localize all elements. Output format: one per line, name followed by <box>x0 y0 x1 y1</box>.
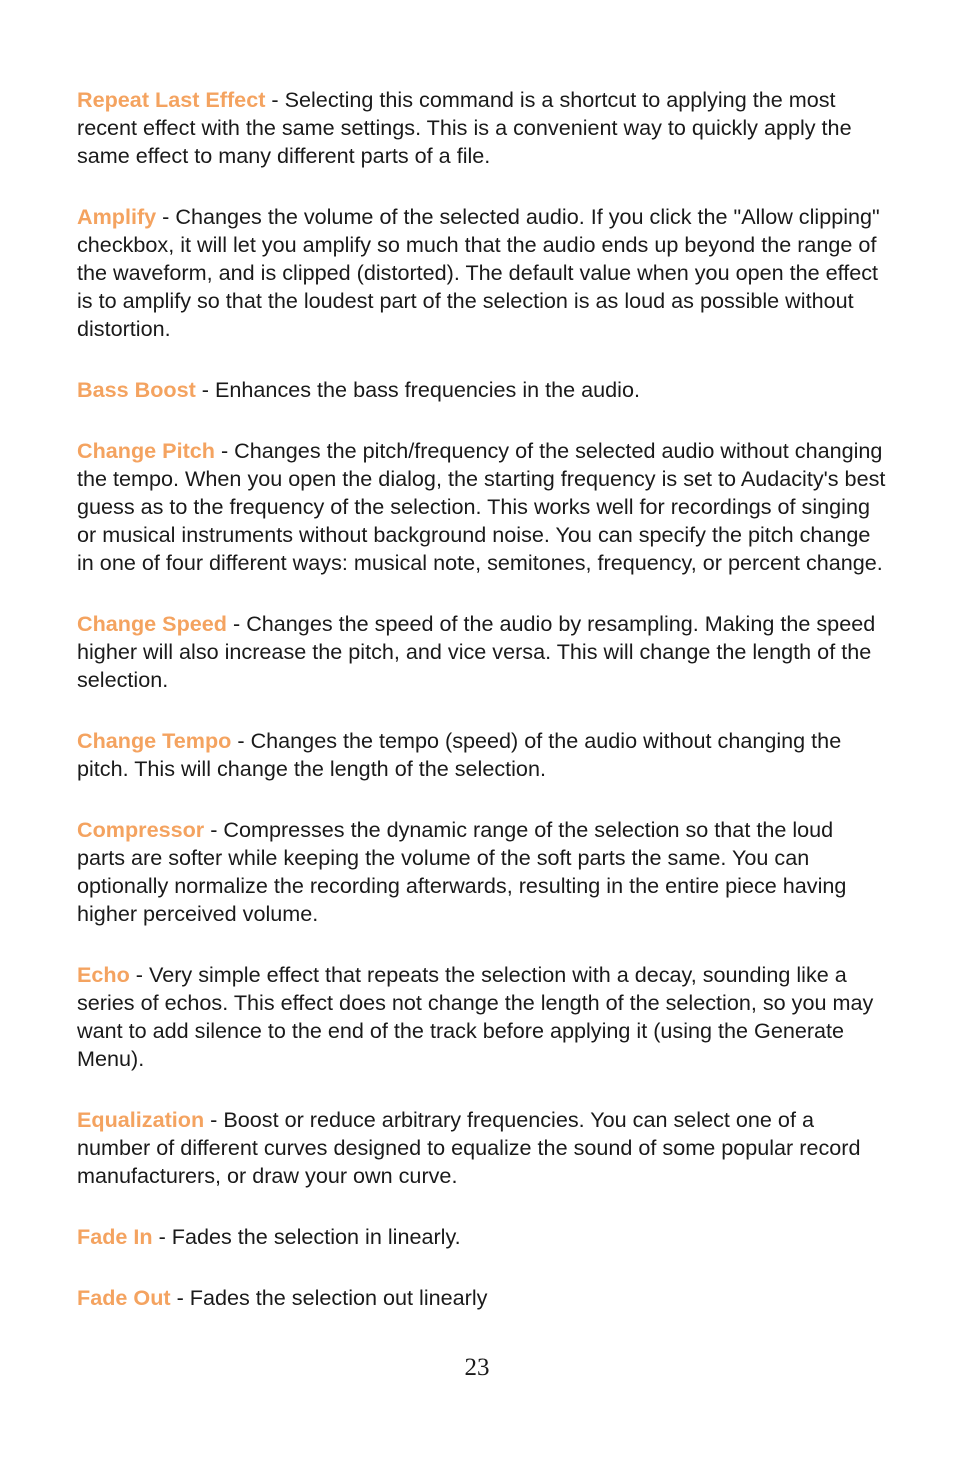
entry-description: - Changes the tempo (speed) of the audio without changing the pitch. This will change the length of the selection. <box>77 728 842 781</box>
entry-term: Echo <box>77 962 130 987</box>
entry-description: - Changes the pitch/frequency of the selected audio without changing the tempo. When you open the dialog, the starting frequency is set to Audacity's best guess as to the frequency of the selection. This works well for recordings of singing or musical instruments without background noise. You can specify the pitch change in one of four different ways: musical note, semitones, frequency, or percent change. <box>77 438 886 575</box>
entry-term: Change Pitch <box>77 438 215 463</box>
entry-amplify <box>77 203 887 343</box>
entry-equalization <box>77 1106 887 1190</box>
entry-fade-out <box>77 1284 887 1312</box>
entry-description: - Very simple effect that repeats the selection with a decay, sounding like a series of echos. This effect does not change the length of the selection, so you may want to add silence to the end of the track before applying it (using the Generate Menu). <box>77 962 874 1071</box>
entry-bass-boost <box>77 376 887 404</box>
entry-description: - Fades the selection out linearly <box>170 1285 488 1310</box>
entry-change-tempo <box>77 727 887 783</box>
entry-echo <box>77 961 887 1073</box>
entry-term: Repeat Last Effect <box>77 87 266 112</box>
entry-description: - Changes the speed of the audio by resampling. Making the speed higher will also increase the pitch, and vice versa. This will change the length of the selection. <box>77 611 876 692</box>
entry-term: Change Speed <box>77 611 227 636</box>
entry-description: - Enhances the bass frequencies in the audio. <box>195 377 640 402</box>
entry-term: Bass Boost <box>77 377 196 402</box>
entry-description: - Compresses the dynamic range of the selection so that the loud parts are softer while keeping the volume of the soft parts the same. You can optionally normalize the recording afterwards, resulting in the entire piece having higher perceived volume. <box>77 817 847 926</box>
entry-change-speed <box>77 610 887 694</box>
entry-term: Equalization <box>77 1107 205 1132</box>
entry-term: Fade Out <box>77 1285 171 1310</box>
entry-fade-in <box>77 1223 887 1251</box>
entry-term: Amplify <box>77 204 157 229</box>
entry-change-pitch <box>77 437 887 577</box>
entry-term: Fade In <box>77 1224 153 1249</box>
entry-description: - Selecting this command is a shortcut to applying the most recent effect with the same settings. This is a convenient way to quickly apply the same effect to many different parts of a file. <box>77 87 852 168</box>
entry-description: - Fades the selection in linearly. <box>152 1224 461 1249</box>
page-number: 23 <box>464 1354 490 1381</box>
document-body <box>77 86 887 1345</box>
entry-description: - Boost or reduce arbitrary frequencies. You can select one of a number of different curves designed to equalize the sound of some popular record manufacturers, or draw your own curve. <box>77 1107 861 1188</box>
entry-term: Change Tempo <box>77 728 232 753</box>
entry-description: - Changes the volume of the selected audio. If you click the "Allow clipping" checkbox, it will let you amplify so much that the audio ends up beyond the range of the waveform, and is clipped (distorted). The default value when you open the effect is to amplify so that the loudest part of the selection is as loud as possible without distortion. <box>77 204 880 341</box>
entry-compressor <box>77 816 887 928</box>
entry-term: Compressor <box>77 817 205 842</box>
entry-repeat-last-effect <box>77 86 887 170</box>
